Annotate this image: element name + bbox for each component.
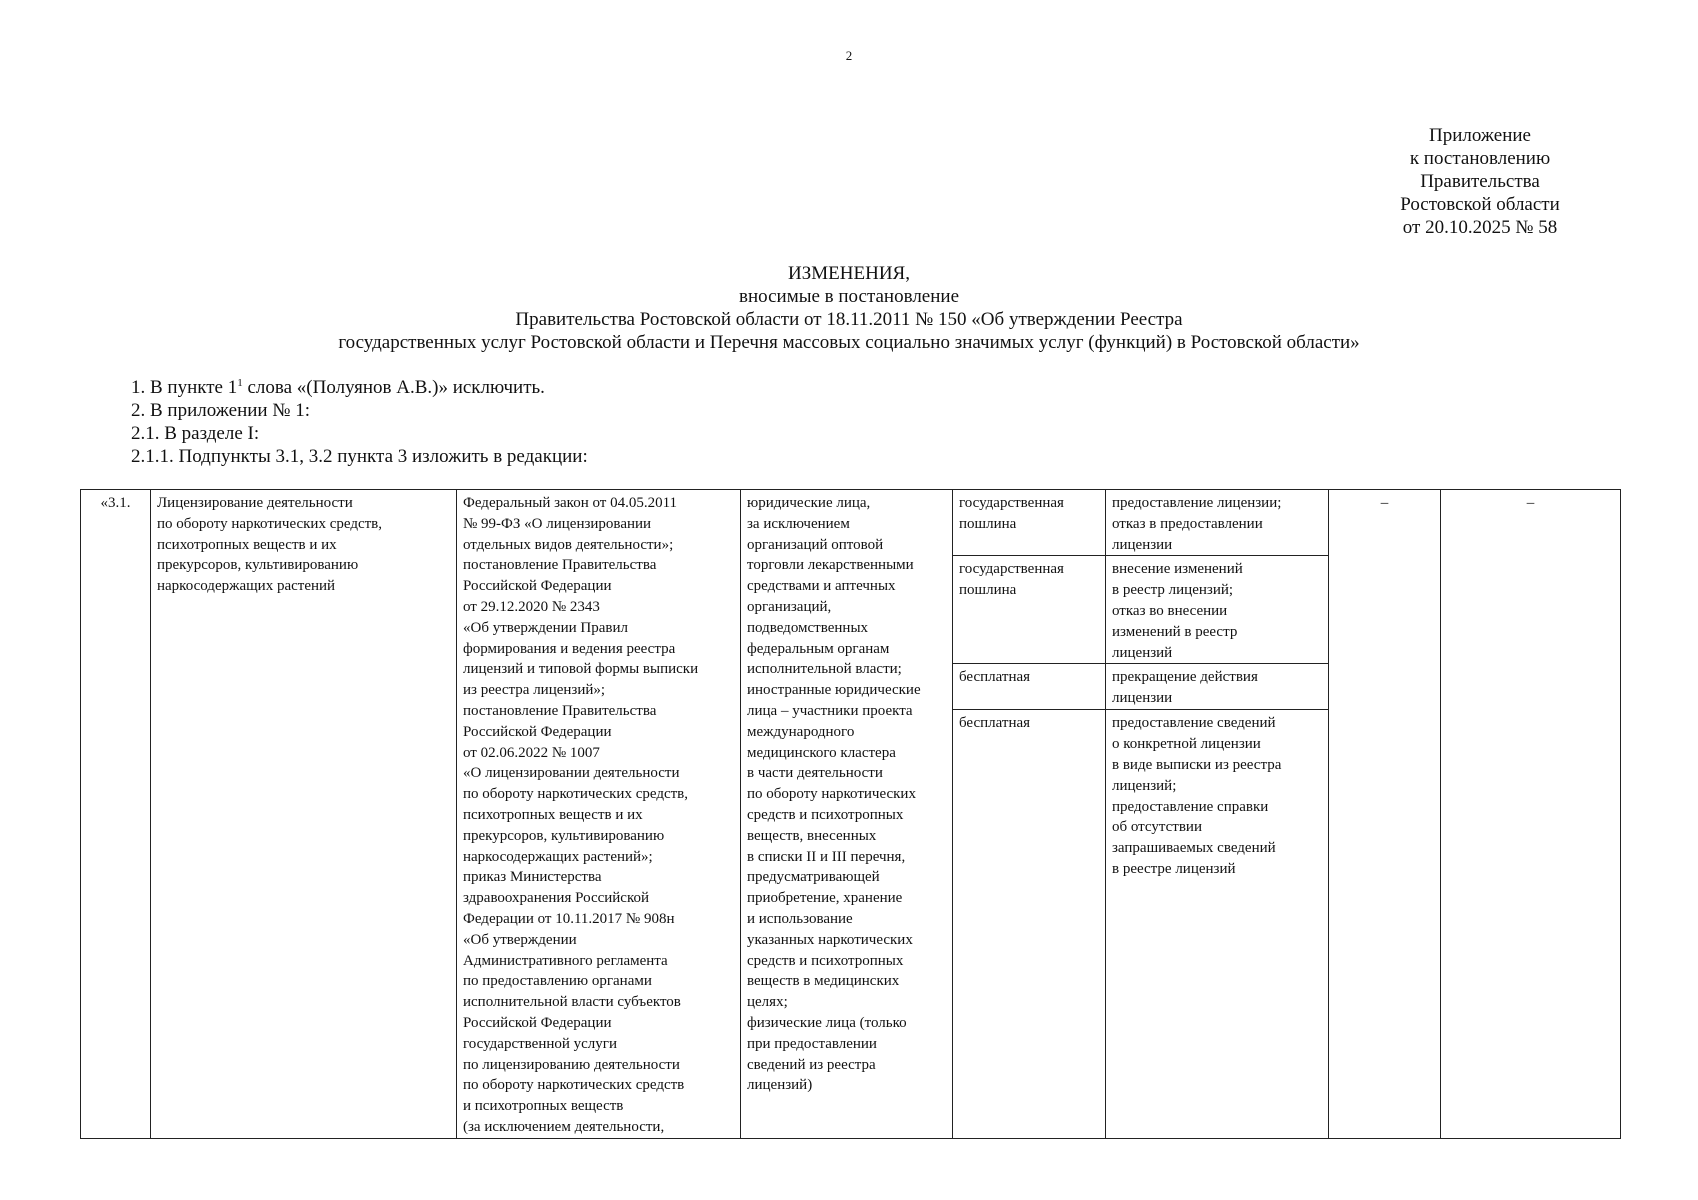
appendix-line: к постановлению xyxy=(1409,148,1551,169)
applicants-line: подведомственных xyxy=(747,619,869,636)
legal-basis-line: и психотропных веществ xyxy=(463,1098,624,1115)
result-line: в виде выписки из реестра xyxy=(1112,756,1282,773)
legal-basis-line: лицензий и типовой формы выписки xyxy=(463,661,699,678)
service-name-line: наркосодержащих растений xyxy=(157,578,336,595)
applicants-line: указанных наркотических xyxy=(747,931,913,948)
column-9-cell xyxy=(1441,490,1621,1139)
service-name-line: психотропных веществ и их xyxy=(157,536,337,553)
legal-basis-line: Российской Федерации xyxy=(463,723,612,740)
applicants-line: и использование xyxy=(747,910,853,927)
paragraph-2: 2. В приложении № 1: xyxy=(131,400,310,421)
legal-basis-line: психотропных веществ и их xyxy=(463,806,643,823)
legal-basis-line: от 29.12.2020 № 2343 xyxy=(463,598,600,615)
legal-basis-line: здравоохранения Российской xyxy=(463,890,650,907)
service-name-cell xyxy=(151,490,457,1139)
legal-basis-line: Федерации от 10.11.2017 № 908н xyxy=(463,910,675,927)
result-cell xyxy=(1106,664,1329,710)
legal-basis-line: отдельных видов деятельности»; xyxy=(463,536,674,553)
applicants-line: физические лица (только xyxy=(747,1014,907,1031)
result-line: лицензии xyxy=(1112,536,1173,553)
legal-basis-line: наркосодержащих растений»; xyxy=(463,848,653,865)
paragraph-4: 2.1.1. Подпункты 3.1, 3.2 пункта 3 изложить в редакции: xyxy=(131,446,588,467)
appendix-line: Ростовской области xyxy=(1400,194,1560,215)
legal-basis-line: Российской Федерации xyxy=(463,578,612,595)
payment-cell xyxy=(953,710,1106,1138)
paragraph-1-superscript: 1 xyxy=(237,377,243,389)
result-line: об отсутствии xyxy=(1112,819,1202,836)
applicants-line: медицинского кластера xyxy=(747,744,896,761)
result-line: лицензий; xyxy=(1112,777,1177,794)
legal-basis-line: по предоставлению органами xyxy=(463,973,652,990)
result-line: в реестре лицензий xyxy=(1112,860,1236,877)
paragraph-1-start: 1. В пункте 1 xyxy=(131,377,238,398)
payment-line: пошлина xyxy=(959,582,1017,599)
applicants-line: средствами и аптечных xyxy=(747,578,896,595)
result-line: лицензий xyxy=(1112,644,1173,661)
legal-basis-line: № 99-ФЗ «О лицензировании xyxy=(463,515,652,532)
legal-basis-line: «Об утверждении Правил xyxy=(463,619,628,636)
payment-line: бесплатная xyxy=(959,669,1031,686)
page-number: 2 xyxy=(845,48,853,63)
result-line: изменений в реестр xyxy=(1112,623,1238,640)
result-line: предоставление лицензии; xyxy=(1112,495,1282,511)
legal-basis-line: по обороту наркотических средств, xyxy=(463,786,689,803)
result-cell xyxy=(1106,710,1329,1138)
applicants-line: за исключением xyxy=(747,515,850,532)
legal-basis-line: Российской Федерации xyxy=(463,1014,612,1031)
result-line: отказ во внесении xyxy=(1112,602,1228,619)
result-line: внесение изменений xyxy=(1112,561,1243,578)
applicants-line: иностранные юридические xyxy=(747,682,921,699)
result-line: предоставление справки xyxy=(1112,798,1269,815)
applicants-line: при предоставлении xyxy=(747,1035,877,1052)
legal-basis-line: по лицензированию деятельности xyxy=(463,1056,680,1073)
legal-basis-line: Административного регламента xyxy=(463,952,668,969)
document-title xyxy=(0,262,1698,354)
applicants-line: организаций, xyxy=(747,598,832,615)
service-name-line: прекурсоров, культивированию xyxy=(157,557,359,574)
applicants-line: целях; xyxy=(747,994,788,1011)
legal-basis-line: исполнительной власти субъектов xyxy=(463,994,681,1011)
title-line: Правительства Ростовской области от 18.11.2011 № 150 «Об утверждении Реестра xyxy=(515,309,1183,330)
legal-basis-line: «О лицензировании деятельности xyxy=(463,765,680,782)
dash-value: – xyxy=(1380,495,1389,511)
appendix-header xyxy=(1330,124,1630,239)
item-number: «3.1. xyxy=(100,495,131,511)
applicants-cell xyxy=(741,490,953,1139)
service-name-line: Лицензирование деятельности xyxy=(157,495,353,511)
payment-cell xyxy=(953,664,1106,710)
title-line: ИЗМЕНЕНИЯ, xyxy=(788,263,910,284)
applicants-line: международного xyxy=(747,723,855,740)
applicants-line: юридические лица, xyxy=(747,495,871,511)
appendix-line: Приложение xyxy=(1429,125,1531,146)
applicants-line: исполнительной власти; xyxy=(747,661,902,678)
result-line: в реестр лицензий; xyxy=(1112,582,1234,599)
legal-basis-line: (за исключением деятельности, xyxy=(463,1118,665,1135)
result-line: запрашиваемых сведений xyxy=(1112,840,1276,857)
applicants-line: организаций оптовой xyxy=(747,536,884,553)
payment-cell xyxy=(953,556,1106,664)
legal-basis-line: прекурсоров, культивированию xyxy=(463,827,665,844)
result-line: предоставление сведений xyxy=(1112,715,1276,732)
appendix-line: от 20.10.2025 № 58 xyxy=(1402,217,1558,238)
legal-basis-line: формирования и ведения реестра xyxy=(463,640,676,657)
legal-basis-line: постановление Правительства xyxy=(463,702,657,719)
payment-line: бесплатная xyxy=(959,715,1031,732)
result-line: отказ в предоставлении xyxy=(1112,515,1263,532)
legal-basis-line: из реестра лицензий»; xyxy=(463,682,606,699)
item-number-cell xyxy=(81,490,151,1139)
applicants-line: федеральным органам xyxy=(747,640,890,657)
applicants-line: в части деятельности xyxy=(747,765,883,782)
result-line: лицензии xyxy=(1112,690,1173,707)
applicants-line: предусматривающей xyxy=(747,869,880,886)
legal-basis-line: «Об утверждении xyxy=(463,931,577,948)
title-line: государственных услуг Ростовской области и Перечня массовых социально значимых услуг (функций) в Ростовской области» xyxy=(338,332,1360,353)
paragraph-1-end: слова «(Полуянов А.В.)» исключить. xyxy=(242,377,545,398)
registry-table xyxy=(80,489,1621,1139)
legal-basis-line: государственной услуги xyxy=(463,1035,617,1052)
result-line: прекращение действия xyxy=(1112,669,1258,686)
applicants-line: приобретение, хранение xyxy=(747,890,903,907)
legal-basis-line: по обороту наркотических средств xyxy=(463,1077,685,1094)
payment-line: государственная xyxy=(959,495,1064,511)
result-line: о конкретной лицензии xyxy=(1112,736,1261,753)
payment-cell xyxy=(953,490,1106,556)
payment-line: государственная xyxy=(959,561,1064,578)
legal-basis-line: постановление Правительства xyxy=(463,557,657,574)
applicants-line: веществ, внесенных xyxy=(747,827,877,844)
dash-value: – xyxy=(1526,495,1535,511)
applicants-line: торговли лекарственными xyxy=(747,557,914,574)
applicants-line: в списки II и III перечня, xyxy=(747,848,906,865)
legal-basis-line: приказ Министерства xyxy=(463,869,602,886)
result-cell xyxy=(1106,556,1329,664)
applicants-line: средств и психотропных xyxy=(747,806,904,823)
result-cell xyxy=(1106,490,1329,556)
applicants-line: сведений из реестра xyxy=(747,1056,876,1073)
legal-basis-line: Федеральный закон от 04.05.2011 xyxy=(463,495,678,511)
applicants-line: лица – участники проекта xyxy=(747,702,913,719)
applicants-line: лицензий) xyxy=(747,1077,813,1094)
title-line: вносимые в постановление xyxy=(738,286,960,307)
legal-basis-line: от 02.06.2022 № 1007 xyxy=(463,744,600,761)
applicants-line: средств и психотропных xyxy=(747,952,904,969)
amendment-paragraphs xyxy=(131,376,588,468)
paragraph-1 xyxy=(131,376,588,399)
appendix-line: Правительства xyxy=(1420,171,1540,192)
payment-line: пошлина xyxy=(959,515,1017,532)
applicants-line: веществ в медицинских xyxy=(747,973,900,990)
legal-basis-cell xyxy=(457,490,741,1139)
applicants-line: по обороту наркотических xyxy=(747,786,916,803)
paragraph-3: 2.1. В разделе I: xyxy=(131,423,260,444)
column-8-cell xyxy=(1329,490,1441,1139)
service-name-line: по обороту наркотических средств, xyxy=(157,515,383,532)
